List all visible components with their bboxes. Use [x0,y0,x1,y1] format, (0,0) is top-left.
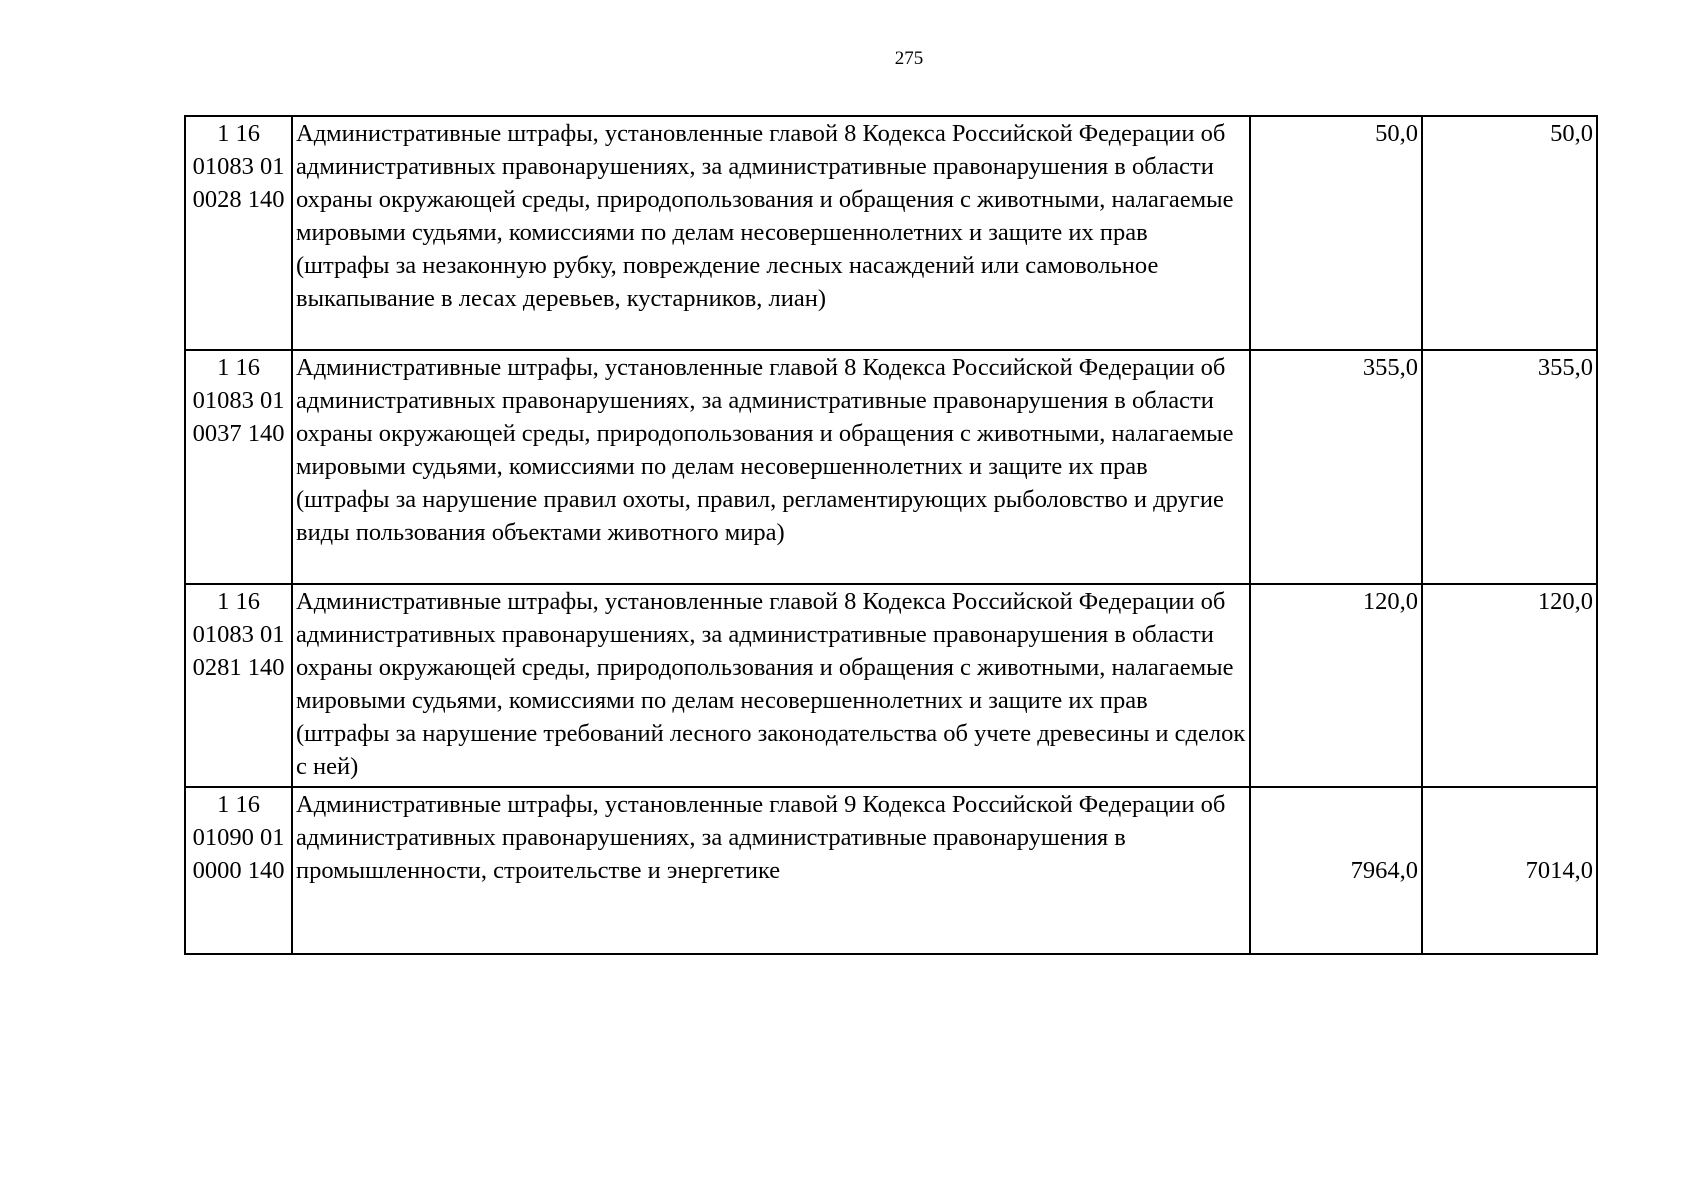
description-cell: Административные штрафы, установленные главой 8 Кодекса Российской Федерации об административных правонарушениях, за административные правонарушения в области охраны окружающей среды, природопользования и обращения с животными, налагаемые мировыми судьями, комиссиями по делам несовершеннолетних и защите их прав (штрафы за нарушение правил охоты, правил, регламентирующих рыболовство и другие виды пользования объектами животного мира) [292,350,1250,584]
table-row [185,584,1597,787]
budget-table [184,115,1598,955]
table-row [185,116,1597,350]
value-cell-2: 120,0 [1422,584,1597,787]
description-cell: Административные штрафы, установленные главой 8 Кодекса Российской Федерации об административных правонарушениях, за административные правонарушения в области охраны окружающей среды, природопользования и обращения с животными, налагаемые мировыми судьями, комиссиями по делам несовершеннолетних и защите их прав (штрафы за нарушение требований лесного законодательства об учете древесины и сделок с ней) [292,584,1250,787]
table-row [185,350,1597,584]
value-cell-2: 7014,0 [1422,787,1597,954]
value-cell-1: 355,0 [1250,350,1422,584]
value-cell-1: 7964,0 [1250,787,1422,954]
table-row [185,787,1597,954]
budget-code-cell: 1 16 01083 01 0037 140 [185,350,292,584]
value-cell-1: 120,0 [1250,584,1422,787]
description-cell: Административные штрафы, установленные главой 9 Кодекса Российской Федерации об административных правонарушениях, за административные правонарушения в промышленности, строительстве и энергетике [292,787,1250,954]
value-cell-2: 355,0 [1422,350,1597,584]
value-cell-1: 50,0 [1250,116,1422,350]
value-cell-2: 50,0 [1422,116,1597,350]
budget-code-cell: 1 16 01083 01 0028 140 [185,116,292,350]
page-number: 275 [894,48,924,69]
budget-code-cell: 1 16 01083 01 0281 140 [185,584,292,787]
description-cell: Административные штрафы, установленные главой 8 Кодекса Российской Федерации об административных правонарушениях, за административные правонарушения в области охраны окружающей среды, природопользования и обращения с животными, налагаемые мировыми судьями, комиссиями по делам несовершеннолетних и защите их прав (штрафы за незаконную рубку, повреждение лесных насаждений или самовольное выкапывание в лесах деревьев, кустарников, лиан) [292,116,1250,350]
budget-code-cell: 1 16 01090 01 0000 140 [185,787,292,954]
